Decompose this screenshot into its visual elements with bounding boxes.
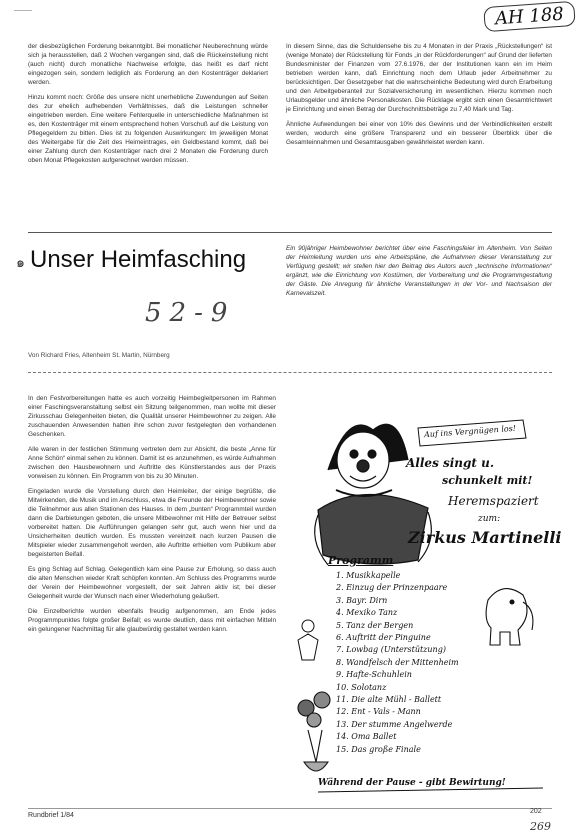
program-item: 9. Hafte-Schuhlein — [336, 670, 412, 680]
paragraph: Die Einzelberichte wurden ebenfalls freudig aufgenommen, am Ende jedes Programmpunktes folgte großer Beifall; es wurde deutlich, dass mit einfachen Mitteln ein gelungener Nachmittag für alle glaubwürdig gestaltet werden kann. — [28, 608, 276, 633]
program-item: 10. Solotanz — [336, 682, 387, 692]
program-item: 15. Das große Finale — [336, 744, 421, 754]
running-head: ——— — [14, 8, 32, 14]
program-item: 4. Mexiko Tanz — [336, 608, 398, 618]
paragraph: Alle waren in der festlichen Stimmung vertreten dem zur Absicht, die beste „Anne für Anne Schön“ einmal sehen zu können. Damit ist es anzunehmen, es würde Aufnahmen zwischen den Hausbewohnern und Auftritte des Künstlerstandes aus der Praxis vorweisen zu können. Ein Programm von bis zu 30 Minuten. — [28, 446, 276, 480]
program-item: 8. Wandfelsch der Mittenheim — [336, 657, 459, 667]
poster-line-2: schunkelt mit! — [442, 474, 533, 487]
article-body — [28, 394, 276, 640]
byline: Von Richard Fries, Altenheim St. Martin, Nürnberg — [28, 352, 170, 359]
poster-line-4: zum: — [478, 514, 501, 524]
handwritten-page-number: 269 — [530, 820, 551, 833]
paragraph: In diesem Sinne, das die Schuldensehe bis zu 4 Monaten in der Praxis „Rückstellungen“ ist (wenige Monate) der Rückstellung für Fonds „in der Rückforderungen“ auf Grund der lieferten Bundesminister der Finanzen vom 27.6.1976, der der Institutionen kann ein im Heim betrieben werden kann, daß Einrichtung noch dem Urlaub jeder Arbeitnehmer zu berücksichtigen. Der Gesetzgeber hat die wahrscheinliche Bedeutung wird durch Erarbeitung und den Arbeitgeberanteil zur Sozialversicherung im wesentlichen. Hierzu kommen noch Urlaubsgelder und ähnliche Personalkosten. Die Rücklage ergibt sich einen Gesamtrichtwert je Einrichtung und einen Betrag der Durchschnittsbeträge zu 7,40 Mark und Tag. — [286, 43, 552, 113]
banner-text: Auf ins Vergnügen los! — [423, 423, 517, 440]
title-ornament: ๑ — [16, 254, 25, 270]
paragraph: Eingeladen wurde die Vorstellung durch den Heimleiter, der einige begrüßte, die Mitwirkenden, die Musik und im Anschluss, etwa die Freunde der Heimbewohner sowie die Teilnehmer aus allen Stationen des Hauses. In dem „bunten“ Programmteil wurden dann die Darbietungen geboten, die unsere Mitbewohner mit Hilfe der Betreuer selbst vorbereitet hatten. Die Aufführungen gelangen sehr gut, auch wenn hier und da Unsicherheiten deutlich wurden. Es mussten vereinzelt nach kurzen Pausen die Mitspieler wieder zusammengeholt werden, alle Auftritte erhielten vom Publikum aber begeisterten Beifall. — [28, 488, 276, 558]
program-list — [336, 570, 459, 756]
program-heading: Programm — [328, 554, 394, 567]
intro-text: Ein 90jähriger Heimbewohner berichtet über eine Faschingsfeier im Altenheim. Von Seiten der Heimleitung wurden uns eine Arbeitspläne, die Aufnahmen dieser Veranstaltung zur Verfügung gestellt; wir stellen hier den Beitrag des Autors auch „technische Informationen“ ergänzt, wie die Einrichtung von Kostümen, der Vorbereitung und die Programmgestaltung der Gäste. Die Anregung für ähnliche Veranstaltungen in der Vor- und Nachsaison der Karnevalszeit. — [286, 245, 552, 297]
paragraph: In den Festvorbereitungen hatte es auch vorzeitig Heimbegleitpersonen im Rahmen einer Faschingsveranstaltung selbst ein Sitzung teilgenommen, man wollte mit dieser Zirkusschau Gelegenheiten bieten, die Qualität unserer Heimbewohner zu zeigen. Alle zuschauenden Anwesenden hatten ihre schon zuvor festgelegten den vorhandenen Geschenken. — [28, 395, 276, 438]
balloon-figure — [298, 692, 330, 771]
page-number: 202 — [530, 808, 542, 815]
circus-name: Zirkus Martinelli — [408, 528, 562, 547]
poster-footer-line: Während der Pause - gibt Bewirtung! — [318, 778, 506, 788]
program-item: 11. Die alte Mühl - Ballett — [336, 695, 442, 705]
footer-publication: Rundbrief 1/84 — [28, 812, 74, 819]
paragraph: der diesbezüglichen Forderung bekanntgibt. Bei monatlicher Neuberechnung würde sich ja herausstellen, daß 2 Wochen vergangen sind, daß die Rückeinstellung nicht (auch nicht) durch monatliche Nachweise erfolgte, das heißt es darf nicht eingezogen sein, sondern lediglich als Forderung an den Kostenträger deklariert werden. — [28, 43, 268, 86]
article-title: Unser Heimfasching — [30, 246, 247, 273]
paragraph: Ähnliche Aufwendungen bei einer von 10% des Gewinns und der Verbindlichkeiten erstellt werden, wodurch eine größere Transparenz und ein besserer Überblick über die Gesamteinnahmen und Gesamtausgaben gewährleistet werden kann. — [286, 121, 552, 146]
program-item: 13. Der stumme Angelwerde — [336, 719, 453, 729]
handwritten-note: 52-9 — [145, 298, 236, 328]
footer-divider — [28, 808, 552, 809]
byline-divider — [28, 372, 552, 373]
program-item: 3. Bayr. Dirn — [336, 595, 388, 605]
program-item: 12. Ent - Vals - Mann — [336, 707, 421, 717]
article-intro — [286, 244, 552, 304]
program-item: 2. Einzug der Prinzenpaare — [336, 583, 448, 593]
paragraph: Es ging Schlag auf Schlag. Gelegentlich kam eine Pause zur Erholung, so dass auch die alten Menschen wieder Kraft schöpfen konnten. Am Schluss des Programms wurde der Verein der Heimbewohner vorgestellt, der seit Jahren aktiv ist; bei dieser Gelegenheit wurde der Wunsch nach einer Wiederholung geäußert. — [28, 566, 276, 600]
program-item: 5. Tanz der Bergen — [336, 620, 414, 630]
program-item: 14. Oma Ballet — [336, 732, 397, 742]
small-clown-illustration — [298, 620, 318, 660]
program-item: 1. Musikkapelle — [336, 571, 401, 580]
poster-line-1: Alles singt u. — [406, 456, 495, 470]
program-item: 7. Lowbag (Unterstützung) — [336, 645, 446, 655]
paragraph: Hinzu kommt noch: Größe des unsere nicht unerhebliche Zuwendungen auf Seiten des zur ehelich aufhebenden Verhältnisses, daß die Leistungen schneller eingetrieben werden. Eine weitere Fehlerquelle in unterschiedliche Maßnahmen ist es, den Kostenträger mit einem entsprechend hohen Vorschuß auf die Leistung von Pflegegeldern zu bitten. Dies ist zu folgenden Auswirkungen: Im jeweiligen Monat des Weitergabe für die Zeit des Heimeintrages, ein Geldbestand kommt, daß bei einer Zahlung durch den Kostenträger nach drei 2 Monaten die Forderung durch oben Monat Pflegekosten aufgerechnet werden müssen. — [28, 94, 268, 164]
section-divider — [28, 232, 552, 233]
program-item: 6. Auftritt der Pinguine — [336, 633, 431, 643]
top-left-column — [28, 42, 268, 171]
poster-line-3: Heremspaziert — [448, 494, 539, 508]
archive-stamp: AH 188 — [483, 1, 575, 32]
elephant-illustration — [486, 589, 533, 645]
circus-poster — [288, 390, 562, 800]
top-right-column — [286, 42, 552, 153]
